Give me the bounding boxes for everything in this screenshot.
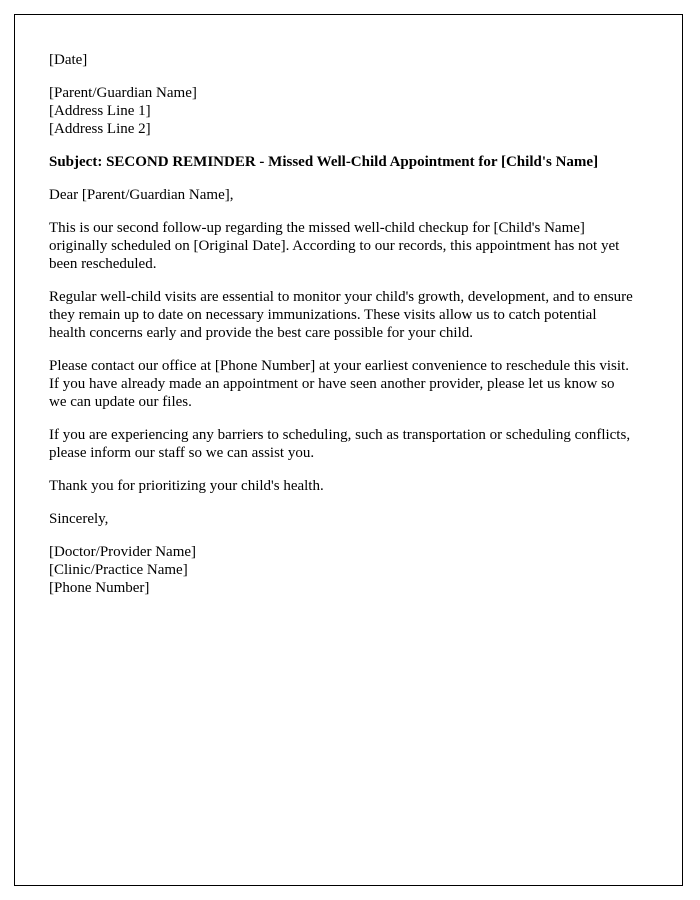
recipient-block <box>49 84 634 138</box>
body-paragraph-4: If you are experiencing any barriers to scheduling, such as transportation or scheduling conflicts, please inform our staff so we can assist you. <box>49 427 631 461</box>
signature-clinic-name: [Clinic/Practice Name] <box>49 562 188 578</box>
signature-block <box>49 543 634 597</box>
letter-page <box>14 14 683 886</box>
date-line: [Date] <box>49 52 88 68</box>
signature-phone-number: [Phone Number] <box>49 580 150 596</box>
body-paragraph-1: This is our second follow-up regarding the missed well-child checkup for [Child's Name] originally scheduled on [Original Date]. According to our records, this appointment has not yet been rescheduled. <box>49 220 620 272</box>
body-paragraph-3: Please contact our office at [Phone Number] at your earliest convenience to reschedule this visit. If you have already made an appointment or have seen another provider, please let us know so we can update our files. <box>49 358 629 410</box>
body-paragraph-5: Thank you for prioritizing your child's health. <box>49 478 324 494</box>
recipient-address-line-2: [Address Line 2] <box>49 121 151 137</box>
body-paragraph-2: Regular well-child visits are essential to monitor your child's growth, development, and to ensure they remain up to date on necessary immunizations. These visits allow us to catch potential health concerns early and provide the best care possible for your child. <box>49 289 633 341</box>
recipient-address-line-1: [Address Line 1] <box>49 103 151 119</box>
closing: Sincerely, <box>49 511 109 527</box>
signature-doctor-name: [Doctor/Provider Name] <box>49 544 197 560</box>
recipient-name: [Parent/Guardian Name] <box>49 85 197 101</box>
subject-line: Subject: SECOND REMINDER - Missed Well-Child Appointment for [Child's Name] <box>49 154 599 170</box>
salutation: Dear [Parent/Guardian Name], <box>49 187 234 203</box>
